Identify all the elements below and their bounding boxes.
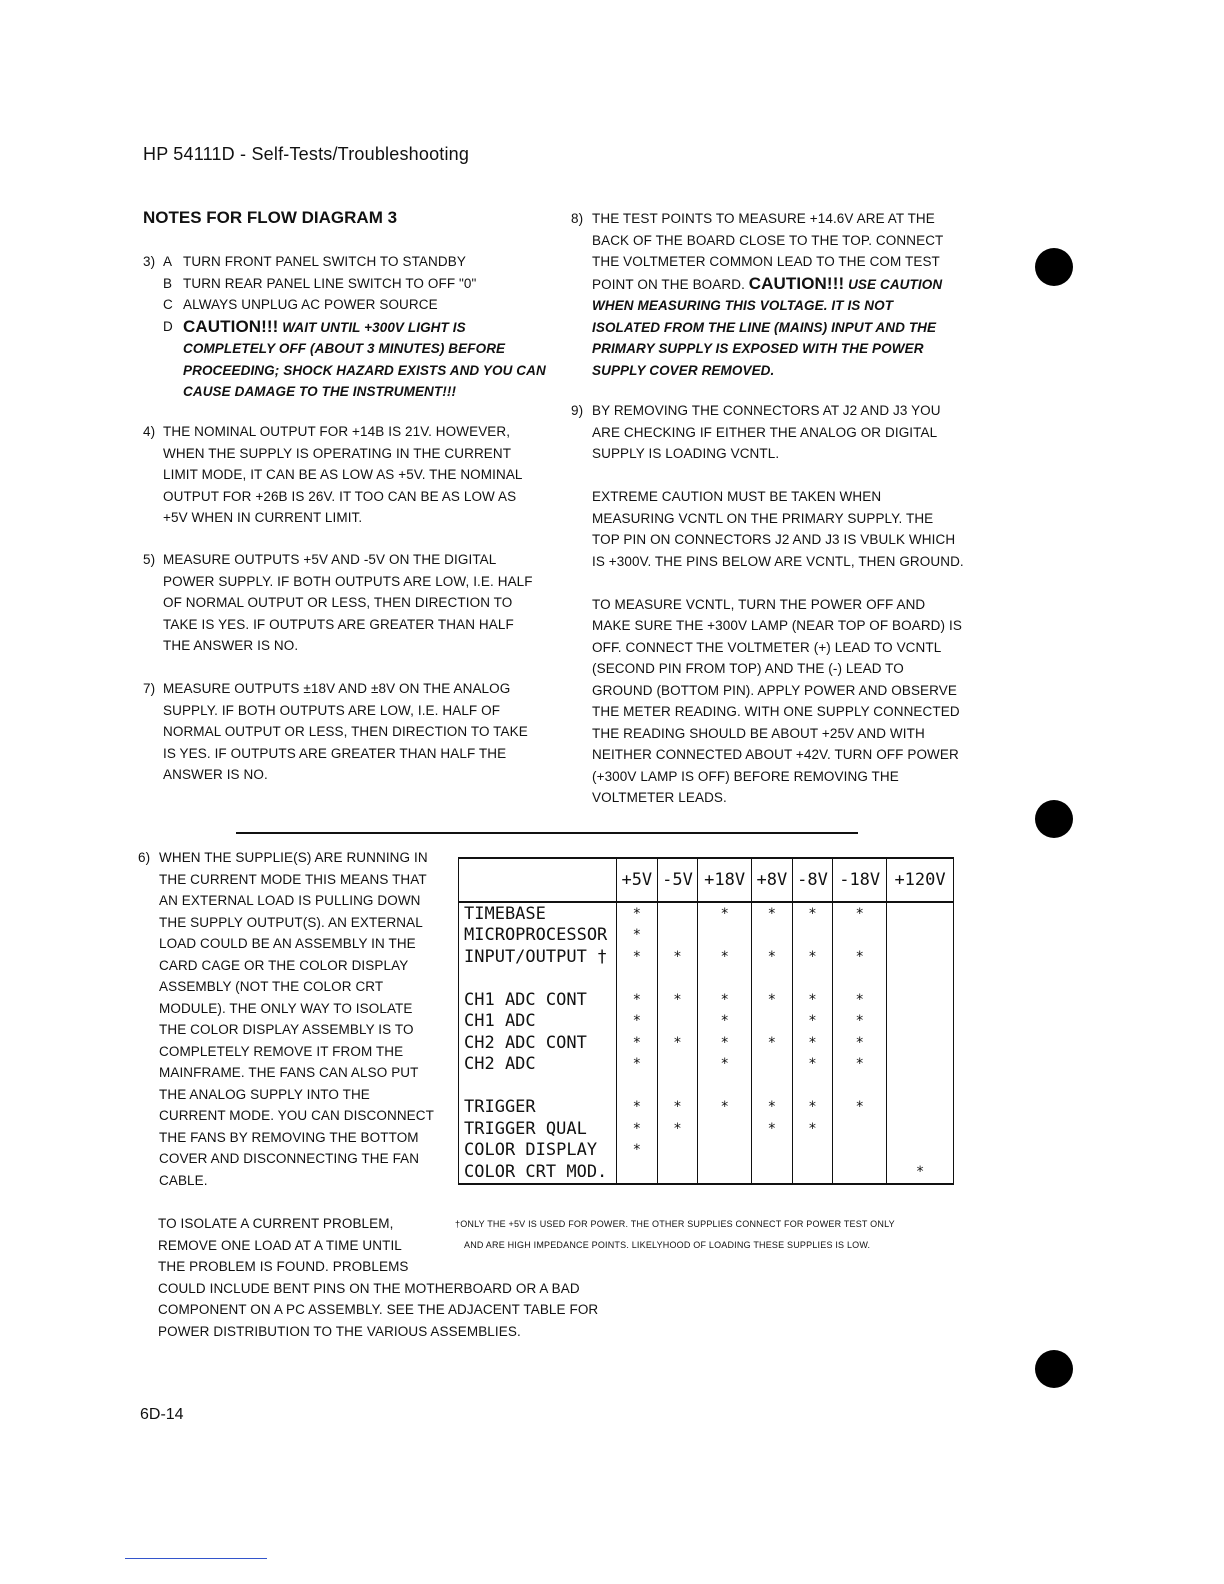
supply-mark: * xyxy=(833,1054,887,1076)
supply-mark xyxy=(752,1140,793,1162)
supply-mark: * xyxy=(617,1011,658,1033)
assembly-name xyxy=(459,1075,617,1097)
supply-mark xyxy=(833,1075,887,1097)
supply-mark: * xyxy=(617,989,658,1011)
supply-mark xyxy=(752,1011,793,1033)
column-header: +18V xyxy=(698,858,752,902)
assembly-name: COLOR DISPLAY xyxy=(459,1140,617,1162)
table-header-row xyxy=(459,858,954,902)
supply-mark: * xyxy=(792,946,833,968)
note-3d: D CAUTION!!! WAIT UNTIL +300V LIGHT IS COMPLETELY OFF (ABOUT 3 MINUTES) BEFORE PROCEEDING; SHOCK HAZARD EXISTS AND YOU CAN CAUSE DAMAGE TO THE INSTRUMENT!!! xyxy=(163,316,546,399)
supply-mark: * xyxy=(617,1054,658,1076)
supply-mark: * xyxy=(617,946,658,968)
supply-mark xyxy=(698,1140,752,1162)
supply-mark: * xyxy=(792,1011,833,1033)
table-row xyxy=(459,1140,954,1162)
supply-mark: * xyxy=(617,1140,658,1162)
supply-mark xyxy=(657,968,698,990)
assembly-name: CH2 ADC xyxy=(459,1054,617,1076)
supply-mark xyxy=(833,968,887,990)
supply-mark xyxy=(698,1161,752,1184)
supply-mark xyxy=(887,902,954,925)
supply-mark xyxy=(657,1011,698,1033)
assembly-name: COLOR CRT MOD. xyxy=(459,1161,617,1184)
supply-mark: * xyxy=(617,1097,658,1119)
warning-text: USE CAUTION WHEN MEASURING THIS VOLTAGE. IT IS NOT ISOLATED FROM THE LINE (MAINS) INPUT AND THE PRIMARY SUPPLY IS EXPOSED WITH THE POWER SUPPLY COVER REMOVED. xyxy=(592,276,943,378)
assembly-name: CH1 ADC xyxy=(459,1011,617,1033)
binder-hole-icon xyxy=(1035,1350,1073,1388)
supply-mark: * xyxy=(657,1032,698,1054)
table-body xyxy=(459,902,954,1184)
supply-mark xyxy=(833,1118,887,1140)
note-3a: A TURN FRONT PANEL SWITCH TO STANDBY xyxy=(163,254,466,269)
assembly-name xyxy=(459,968,617,990)
supply-mark: * xyxy=(698,902,752,925)
column-header: -18V xyxy=(833,858,887,902)
supply-mark: * xyxy=(792,1032,833,1054)
supply-mark: * xyxy=(833,1011,887,1033)
supply-mark: * xyxy=(752,1118,793,1140)
warning-text: WAIT UNTIL +300V LIGHT IS COMPLETELY OFF (ABOUT 3 MINUTES) BEFORE PROCEEDING; SHOCK HAZARD EXISTS AND YOU CAN CAUSE DAMAGE TO THE INSTRUMENT!!! xyxy=(183,319,546,399)
supply-mark xyxy=(833,1140,887,1162)
table-row xyxy=(459,1032,954,1054)
section-title: NOTES FOR FLOW DIAGRAM 3 xyxy=(143,208,398,227)
assembly-name: TRIGGER QUAL xyxy=(459,1118,617,1140)
supply-mark xyxy=(617,1075,658,1097)
supply-mark: * xyxy=(752,989,793,1011)
column-header: -5V xyxy=(657,858,698,902)
footer-link-rule xyxy=(125,1558,267,1559)
supply-mark: * xyxy=(792,902,833,925)
assembly-name: TRIGGER xyxy=(459,1097,617,1119)
supply-mark xyxy=(887,989,954,1011)
supply-mark: * xyxy=(617,925,658,947)
supply-mark: * xyxy=(698,1032,752,1054)
table-row xyxy=(459,1011,954,1033)
supply-mark xyxy=(752,925,793,947)
table-row xyxy=(459,1161,954,1184)
supply-mark: * xyxy=(698,1011,752,1033)
supply-mark: * xyxy=(833,946,887,968)
note-3c: C ALWAYS UNPLUG AC POWER SOURCE xyxy=(163,297,438,312)
supply-mark: * xyxy=(792,1118,833,1140)
supply-mark: * xyxy=(752,1032,793,1054)
supply-mark: * xyxy=(617,902,658,925)
supply-mark: * xyxy=(833,1032,887,1054)
supply-mark xyxy=(657,1054,698,1076)
supply-mark: * xyxy=(657,1097,698,1119)
supply-mark xyxy=(792,1161,833,1184)
supply-mark: * xyxy=(698,946,752,968)
supply-mark xyxy=(752,968,793,990)
supply-mark xyxy=(752,1161,793,1184)
binder-hole-icon xyxy=(1035,800,1073,838)
supply-mark xyxy=(887,1075,954,1097)
supply-mark: * xyxy=(698,1054,752,1076)
column-header: +120V xyxy=(887,858,954,902)
table-row xyxy=(459,925,954,947)
supply-mark xyxy=(887,968,954,990)
supply-mark: * xyxy=(657,1118,698,1140)
column-header: +8V xyxy=(752,858,793,902)
supply-mark: * xyxy=(752,946,793,968)
table-row xyxy=(459,902,954,925)
note-3b: B TURN REAR PANEL LINE SWITCH TO OFF "0" xyxy=(163,275,477,291)
supply-mark xyxy=(887,1011,954,1033)
caution-label: CAUTION!!! xyxy=(183,316,279,336)
assembly-name: CH1 ADC CONT xyxy=(459,989,617,1011)
supply-mark xyxy=(887,1097,954,1119)
supply-mark: * xyxy=(657,989,698,1011)
supply-mark xyxy=(887,1032,954,1054)
page-number: 6D-14 xyxy=(140,1406,184,1423)
supply-mark: * xyxy=(698,989,752,1011)
table-footnote: †ONLY THE +5V IS USED FOR POWER. THE OTHER SUPPLIES CONNECT FOR POWER TEST ONLY AND ARE HIGH IMPEDANCE POINTS. LIKELYHOOD OF LOADING THESE SUPPLIES IS LOW. xyxy=(455,1219,895,1250)
supply-mark: * xyxy=(792,1097,833,1119)
table-row xyxy=(459,1118,954,1140)
supply-mark xyxy=(657,925,698,947)
supply-mark: * xyxy=(698,1097,752,1119)
supply-mark xyxy=(792,1140,833,1162)
supply-mark xyxy=(887,1118,954,1140)
supply-mark xyxy=(657,902,698,925)
supply-mark xyxy=(792,968,833,990)
assembly-name: MICROPROCESSOR xyxy=(459,925,617,947)
table-spacer-row xyxy=(459,968,954,990)
column-header: +5V xyxy=(617,858,658,902)
supply-mark xyxy=(698,925,752,947)
supply-mark xyxy=(657,1075,698,1097)
supply-mark xyxy=(792,1075,833,1097)
supply-mark: * xyxy=(792,1054,833,1076)
supply-mark xyxy=(833,1161,887,1184)
supply-mark xyxy=(617,968,658,990)
supply-mark: * xyxy=(617,1118,658,1140)
supply-mark xyxy=(887,946,954,968)
supply-mark xyxy=(792,925,833,947)
table-spacer-row xyxy=(459,1075,954,1097)
power-distribution-table xyxy=(458,857,954,1185)
supply-mark xyxy=(887,1140,954,1162)
table-row xyxy=(459,1054,954,1076)
supply-mark xyxy=(698,968,752,990)
binder-hole-icon xyxy=(1035,248,1073,286)
column-header: -8V xyxy=(792,858,833,902)
supply-mark: * xyxy=(792,989,833,1011)
caution-label: CAUTION!!! xyxy=(748,273,845,293)
supply-mark: * xyxy=(617,1032,658,1054)
page-header: HP 54111D - Self-Tests/Troubleshooting xyxy=(143,144,470,164)
supply-mark xyxy=(752,1054,793,1076)
supply-mark: * xyxy=(887,1161,954,1184)
isolate-instructions: TO ISOLATE A CURRENT PROBLEM, REMOVE ONE LOAD AT A TIME UNTIL THE PROBLEM IS FOUND. PROBLEMS COULD INCLUDE BENT PINS ON THE MOTHERBOARD OR A BAD COMPONENT ON A PC ASSEMBLY. SEE THE ADJACENT TABLE FOR POWER DISTRIBUTION TO THE VARIOUS ASSEMBLIES. xyxy=(158,1216,599,1339)
assembly-name: CH2 ADC CONT xyxy=(459,1032,617,1054)
supply-mark xyxy=(752,1075,793,1097)
divider-rule xyxy=(236,832,858,834)
note-3-number: 3) xyxy=(143,254,156,269)
supply-mark: * xyxy=(752,1097,793,1119)
supply-mark xyxy=(887,925,954,947)
supply-mark: * xyxy=(657,946,698,968)
supply-mark: * xyxy=(833,989,887,1011)
supply-mark: * xyxy=(833,902,887,925)
table-row xyxy=(459,989,954,1011)
assembly-name: INPUT/OUTPUT † xyxy=(459,946,617,968)
supply-mark xyxy=(657,1140,698,1162)
supply-mark xyxy=(698,1118,752,1140)
table-row xyxy=(459,1097,954,1119)
supply-mark xyxy=(698,1075,752,1097)
assembly-name: TIMEBASE xyxy=(459,902,617,925)
supply-mark xyxy=(833,925,887,947)
supply-mark xyxy=(887,1054,954,1076)
supply-mark: * xyxy=(752,902,793,925)
table-corner-cell xyxy=(459,858,617,902)
supply-mark xyxy=(617,1161,658,1184)
supply-mark xyxy=(657,1161,698,1184)
table-row xyxy=(459,946,954,968)
supply-mark: * xyxy=(833,1097,887,1119)
